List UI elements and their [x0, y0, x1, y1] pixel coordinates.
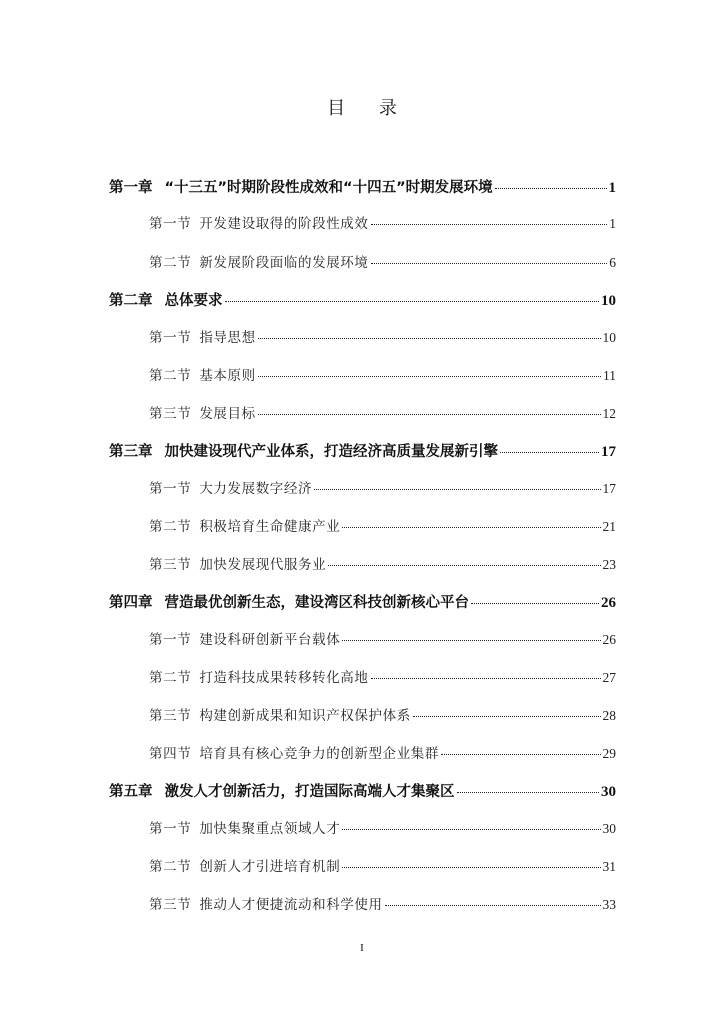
entry-page-number: 10	[602, 330, 616, 345]
entry-label: 第二节	[149, 670, 192, 686]
toc-entry-chapter-4[interactable]	[109, 591, 616, 612]
entry-title: 发展目标	[199, 406, 256, 422]
entry-page-number: 28	[602, 708, 616, 723]
entry-page-number: 1	[609, 216, 616, 231]
dot-leader	[500, 452, 599, 453]
toc-entry-section[interactable]	[149, 364, 616, 384]
dot-leader	[385, 905, 601, 906]
entry-label: 第二节	[149, 368, 192, 384]
entry-label: 第三章	[109, 444, 153, 460]
toc-entry-section[interactable]	[149, 553, 616, 573]
dot-leader	[258, 376, 601, 377]
entry-label: 第四节	[149, 746, 192, 762]
toc-entry-section[interactable]	[149, 704, 616, 724]
toc-entry-section[interactable]	[149, 817, 616, 837]
entry-page-number: 26	[602, 632, 616, 647]
dot-leader	[495, 188, 607, 189]
toc-entry-section[interactable]	[149, 742, 616, 762]
entry-title: 构建创新成果和知识产权保护体系	[199, 708, 411, 724]
entry-page-number: 10	[601, 293, 616, 309]
entry-page-number: 17	[602, 481, 616, 496]
dot-leader	[413, 716, 601, 717]
footer-page-number: I	[360, 942, 364, 954]
entry-title: 开发建设取得的阶段性成效	[199, 216, 369, 232]
entry-page-number: 21	[602, 519, 616, 534]
entry-label: 第一节	[149, 330, 192, 346]
entry-page-number: 6	[609, 255, 616, 270]
toc-entry-section[interactable]	[149, 326, 616, 346]
entry-title: 大力发展数字经济	[199, 481, 313, 497]
entry-page-number: 31	[602, 859, 616, 874]
entry-label: 第二节	[149, 859, 192, 875]
entry-page-number: 30	[601, 784, 616, 800]
dot-leader	[471, 603, 599, 604]
entry-title: 营造最优创新生态，建设湾区科技创新核心平台	[164, 595, 469, 611]
entry-title: 创新人才引进培育机制	[199, 859, 341, 875]
dot-leader	[457, 792, 600, 793]
entry-label: 第一章	[109, 180, 153, 196]
entry-label: 第五章	[109, 784, 153, 800]
entry-title: 培育具有核心竞争力的创新型企业集群	[199, 746, 440, 762]
dot-leader	[342, 527, 600, 528]
dot-leader	[342, 640, 600, 641]
entry-title: 指导思想	[199, 330, 256, 346]
entry-title: 加快建设现代产业体系，打造经济高质量发展新引擎	[164, 444, 498, 460]
entry-title: 加快集聚重点领域人才	[199, 821, 341, 837]
entry-label: 第四章	[109, 595, 153, 611]
toc-entry-section[interactable]	[149, 477, 616, 497]
toc-entry-section[interactable]	[149, 855, 616, 875]
toc-entry-section[interactable]	[149, 251, 616, 271]
entry-label: 第二章	[109, 293, 153, 309]
dot-leader	[342, 867, 600, 868]
entry-title: “十三五”时期阶段性成效和“十四五”时期发展环境	[164, 180, 493, 196]
entry-page-number: 12	[602, 406, 616, 421]
entry-title: 总体要求	[164, 293, 223, 309]
entry-label: 第三节	[149, 708, 192, 724]
entry-page-number: 33	[602, 897, 616, 912]
entry-label: 第一节	[149, 632, 192, 648]
entry-title: 激发人才创新活力，打造国际高端人才集聚区	[164, 784, 455, 800]
entry-title: 推动人才便捷流动和科学使用	[199, 897, 383, 913]
dot-leader	[441, 754, 600, 755]
entry-page-number: 27	[602, 670, 616, 685]
entry-label: 第一节	[149, 216, 192, 232]
entry-title: 建设科研创新平台载体	[199, 632, 341, 648]
entry-page-number: 1	[608, 180, 616, 196]
toc-entry-section[interactable]	[149, 666, 616, 686]
entry-label: 第三节	[149, 557, 192, 573]
entry-page-number: 11	[603, 368, 616, 383]
entry-label: 第一节	[149, 821, 192, 837]
entry-label: 第二节	[149, 519, 192, 535]
toc-entry-section[interactable]	[149, 628, 616, 648]
toc-entry-section[interactable]	[149, 515, 616, 535]
dot-leader	[371, 263, 608, 264]
entry-title: 积极培育生命健康产业	[199, 519, 341, 535]
dot-leader	[342, 829, 600, 830]
entry-page-number: 23	[602, 557, 616, 572]
toc-entry-section[interactable]	[149, 402, 616, 422]
dot-leader	[371, 224, 608, 225]
entry-title: 加快发展现代服务业	[199, 557, 327, 573]
toc-entry-section[interactable]	[149, 212, 616, 232]
dot-leader	[328, 565, 600, 566]
dot-leader	[225, 301, 600, 302]
entry-title: 基本原则	[199, 368, 256, 384]
dot-leader	[258, 338, 601, 339]
entry-page-number: 30	[602, 821, 616, 836]
dot-leader	[314, 489, 600, 490]
page-title: 目 录	[327, 98, 411, 119]
toc-entry-chapter-5[interactable]	[109, 780, 616, 801]
entry-title: 打造科技成果转移转化高地	[199, 670, 369, 686]
toc-entry-chapter-3[interactable]	[109, 440, 616, 461]
entry-label: 第二节	[149, 255, 192, 271]
toc-entry-chapter-2[interactable]	[109, 289, 616, 310]
entry-page-number: 17	[601, 444, 616, 460]
entry-label: 第三节	[149, 406, 192, 422]
entry-label: 第一节	[149, 481, 192, 497]
dot-leader	[371, 678, 601, 679]
toc-entry-chapter-1[interactable]	[109, 176, 616, 197]
dot-leader	[258, 414, 601, 415]
entry-page-number: 29	[602, 746, 616, 761]
entry-title: 新发展阶段面临的发展环境	[199, 255, 369, 271]
entry-label: 第三节	[149, 897, 192, 913]
entry-page-number: 26	[601, 595, 616, 611]
toc-entry-section[interactable]	[149, 893, 616, 913]
